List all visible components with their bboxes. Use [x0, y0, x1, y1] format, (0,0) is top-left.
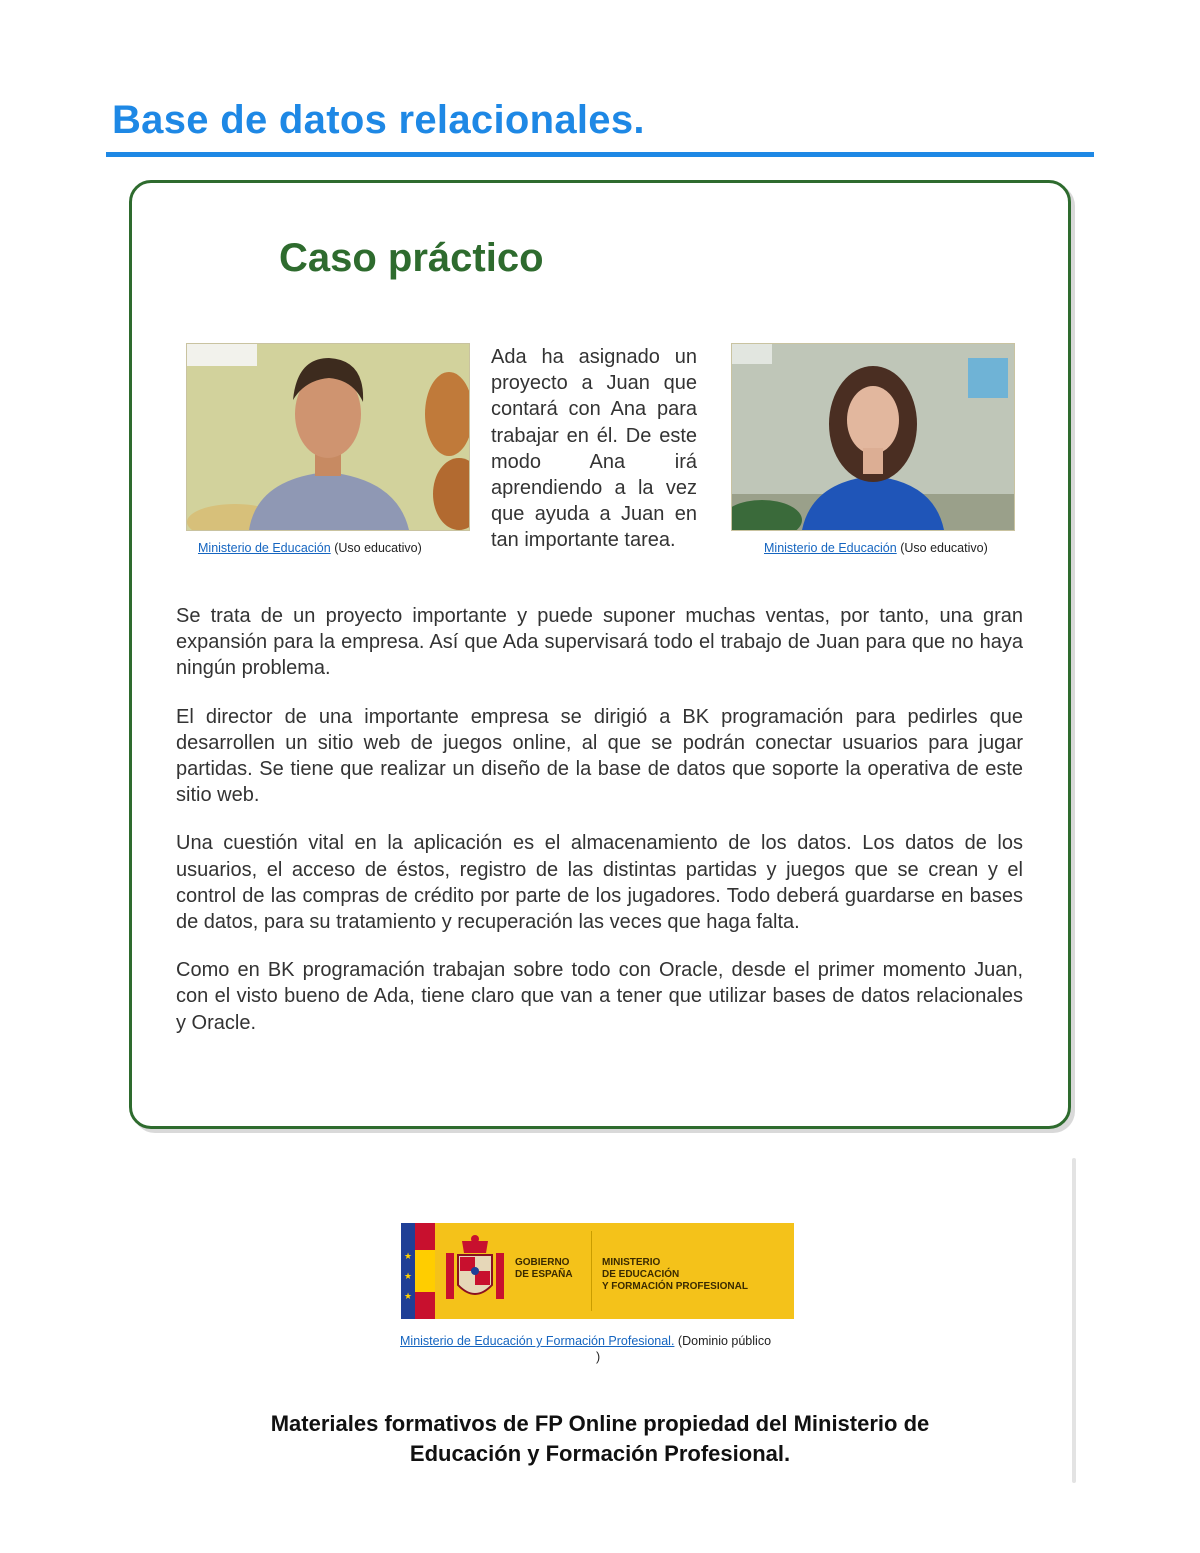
- logo-text-ministerio: MINISTERIO DE EDUCACIÓN Y FORMACIÓN PROFESIONAL: [602, 1257, 748, 1292]
- copyright-note-line2: Educación y Formación Profesional.: [409, 1441, 791, 1466]
- photo-license-ana: (Uso educativo): [900, 541, 988, 555]
- case-study-body: [176, 603, 1023, 1058]
- body-paragraph: El director de una importante empresa se dirigió a BK programación para pedirles que desarrollen un sitio web de juegos online, al que se podrán conectar usuarios para jugar partidas. Se tiene que realizar un diseño de la base de datos que soporte la operativa de este sitio web.: [176, 705, 1023, 807]
- coat-of-arms-icon: [435, 1223, 515, 1319]
- photo-credit-link-juan[interactable]: Ministerio de Educación: [198, 541, 331, 555]
- body-paragraph: Una cuestión vital en la aplicación es el almacenamiento de los datos. Los datos de los usuarios, el acceso de éstos, registro de las distintas partidas y juegos que se crean y el control de las compras de crédito por parte de los jugadores. Todo deberá guardarse en bases de datos, para su tratamiento y recuperación las veces que haga falta.: [176, 832, 1023, 934]
- photo-juan: [186, 343, 470, 531]
- logo-caption: [400, 1333, 800, 1365]
- logo-license: (Dominio público: [677, 1334, 772, 1348]
- ana-portrait-image: [732, 344, 1014, 530]
- case-study-heading: Caso práctico: [279, 236, 544, 280]
- photo-caption-ana: [764, 541, 988, 555]
- photo-license-juan: (Uso educativo): [334, 541, 422, 555]
- logo-credit-link[interactable]: Ministerio de Educación y Formación Profesional.: [400, 1334, 675, 1348]
- page-title: Base de datos relacionales.: [112, 98, 645, 142]
- title-underline: [106, 152, 1094, 157]
- logo-text-gobierno: GOBIERNO DE ESPAÑA: [515, 1257, 573, 1280]
- body-paragraph: Como en BK programación trabajan sobre todo con Oracle, desde el primer momento Juan, con el visto bueno de Ada, tiene claro que van a tener que utilizar bases de datos relacionales y Oracle.: [176, 959, 1023, 1034]
- juan-portrait-image: [187, 344, 469, 530]
- photo-caption-juan: [198, 541, 422, 555]
- flag-icon: ★ ★ ★: [401, 1223, 435, 1319]
- logo-license-close: ): [596, 1350, 601, 1364]
- copyright-note: [150, 1409, 1050, 1469]
- photo-credit-link-ana[interactable]: Ministerio de Educación: [764, 541, 897, 555]
- page-edge-divider: [1072, 1158, 1076, 1483]
- body-paragraph: Se trata de un proyecto importante y puede suponer muchas ventas, por tanto, una gran expansión para la empresa. Así que Ada supervisará todo el trabajo de Juan para que no haya ningún problema.: [176, 605, 1023, 680]
- intro-paragraph: Ada ha asignado un proyecto a Juan que contará con Ana para trabajar en él. De este modo Ana irá aprendiendo a la vez que ayuda a Juan en tan importante tarea.: [491, 346, 697, 552]
- ministry-logo: [401, 1223, 794, 1319]
- copyright-note-line1: Materiales formativos de FP Online propiedad del Ministerio de: [270, 1411, 930, 1436]
- photo-ana: [731, 343, 1015, 531]
